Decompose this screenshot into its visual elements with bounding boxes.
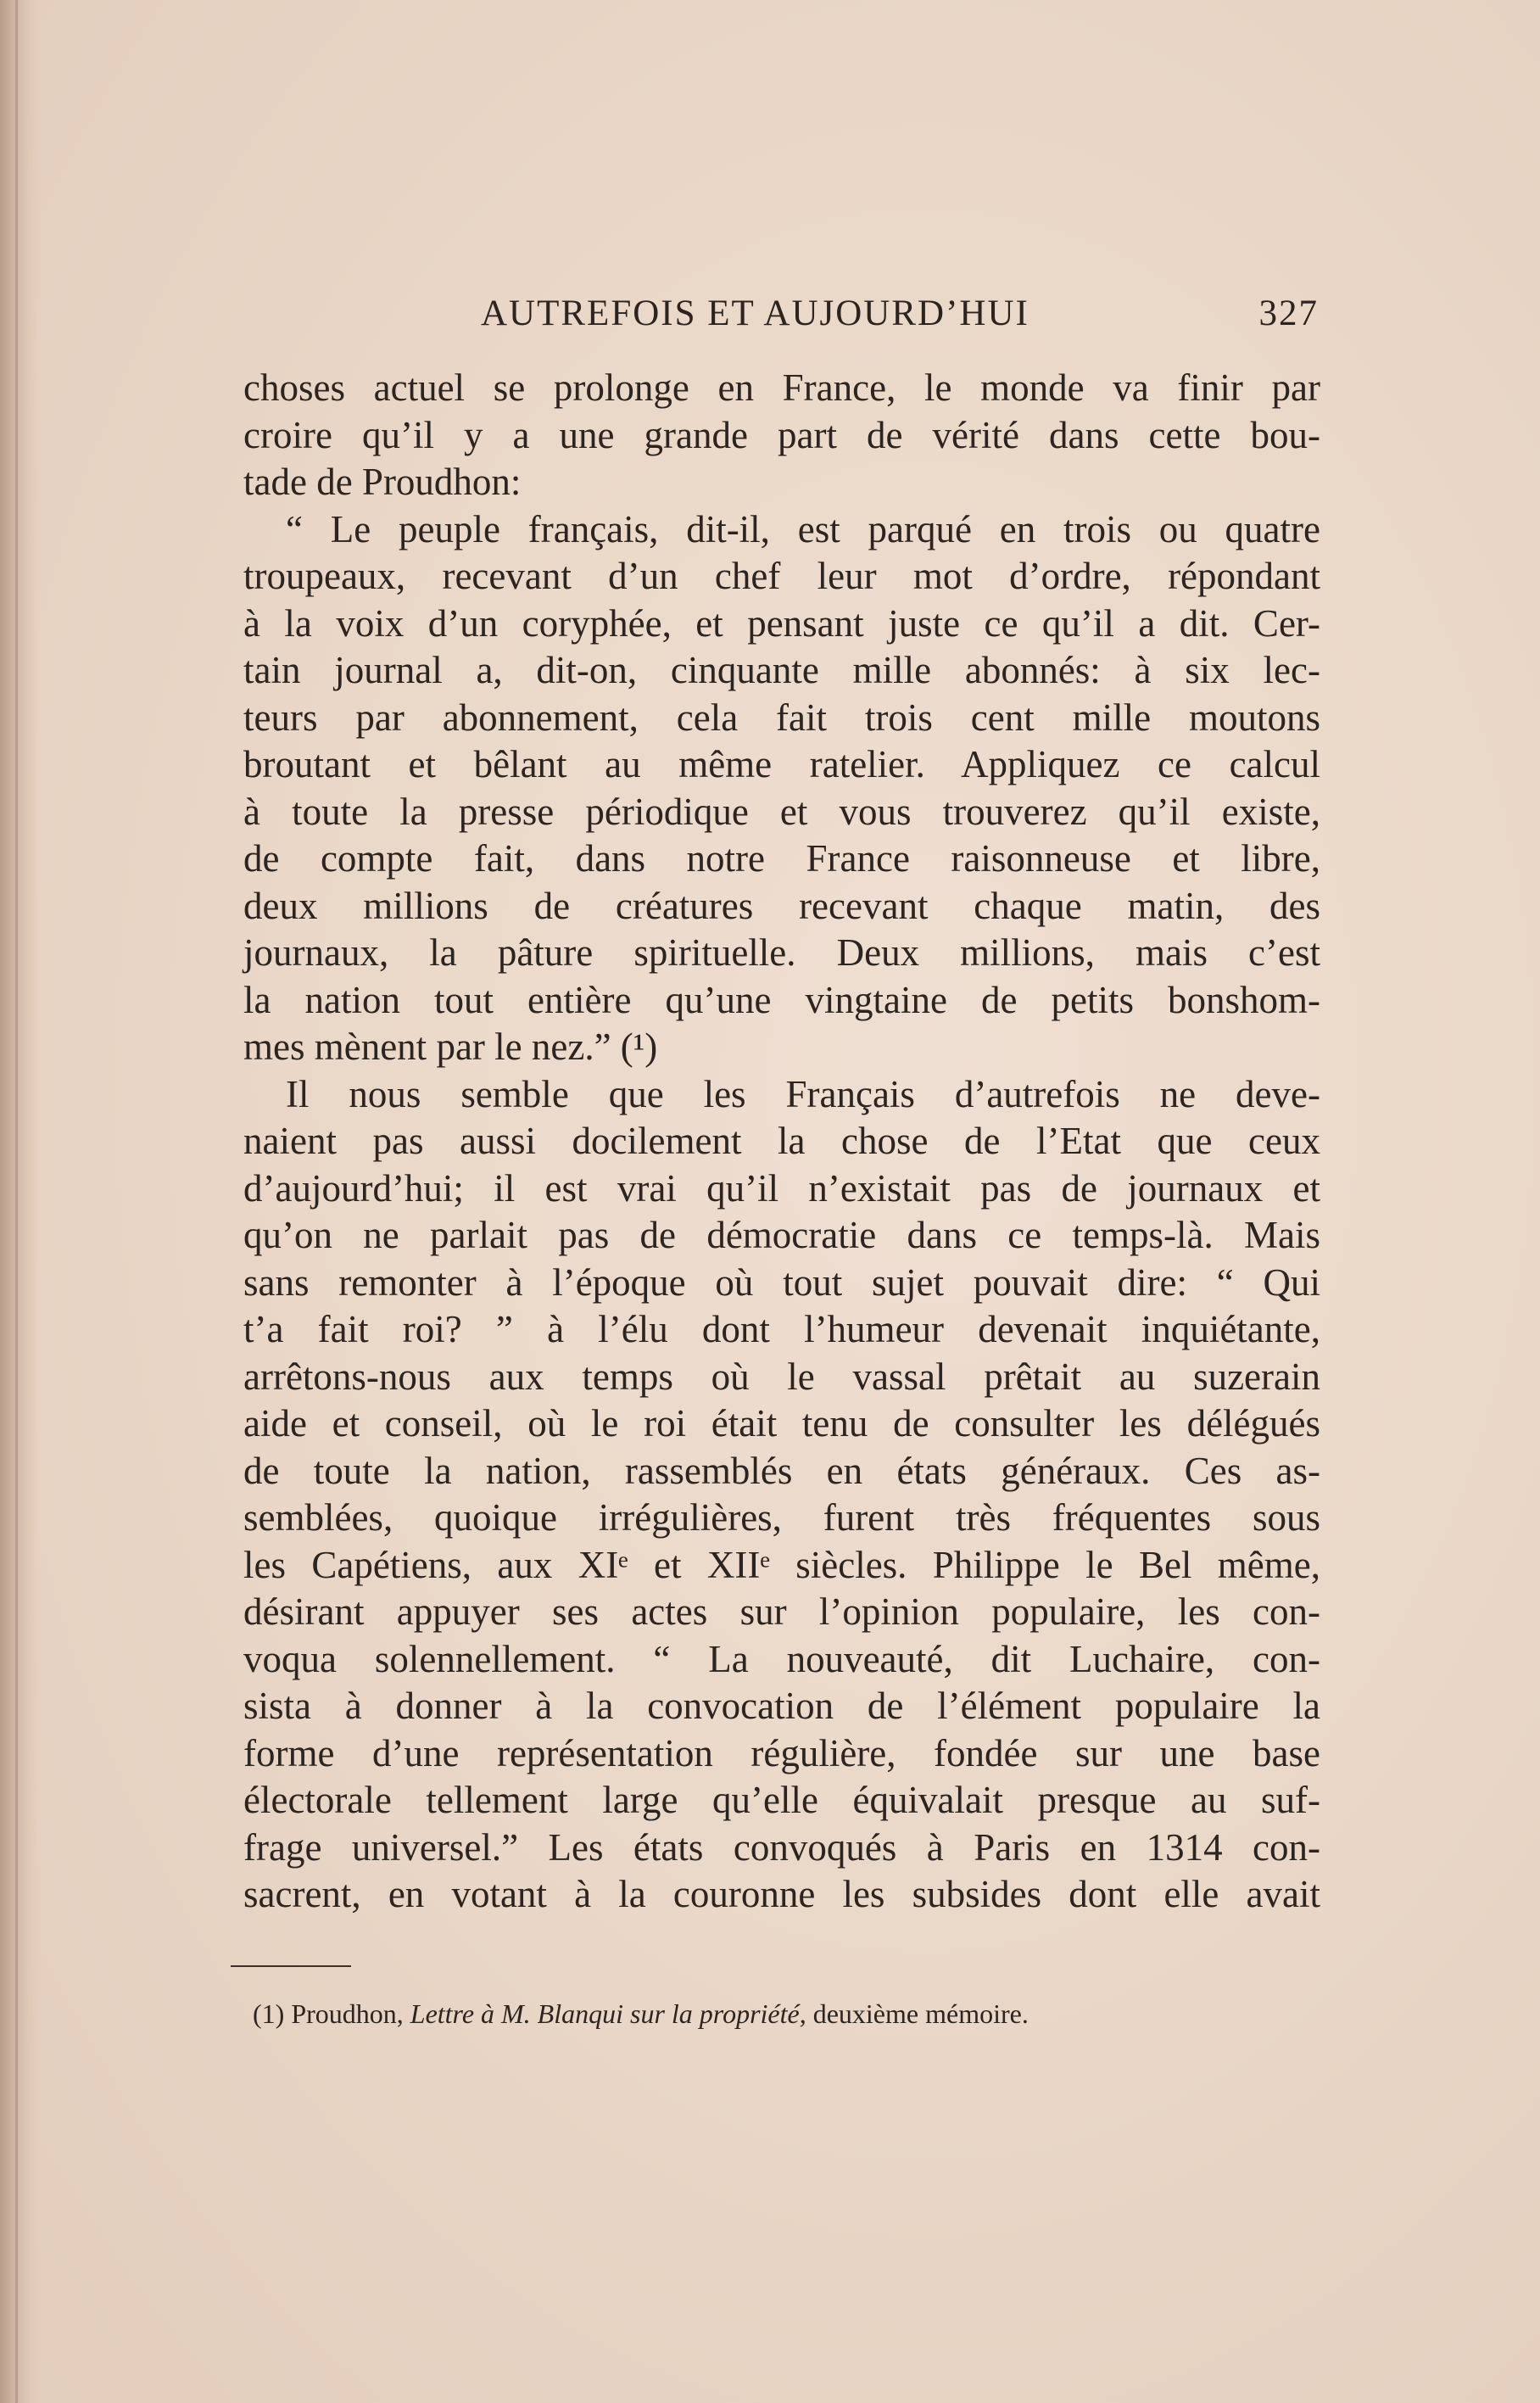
text-line: électorale tellement large qu’elle équivalait presque au suf- [243,1779,1320,1821]
text-line: semblées, quoique irrégulières, furent très fréquentes sous [243,1496,1320,1539]
text-line: broutant et bêlant au même ratelier. Appliquez ce calcul [243,743,1320,785]
text-line: sacrent, en votant à la couronne les subsides dont elle avait [243,1873,1320,1915]
text-line: désirant appuyer ses actes sur l’opinion populaire, les con- [243,1590,1320,1633]
text-line: mes mènent par le nez.” (¹) [243,1025,658,1068]
text-line: naient pas aussi docilement la chose de l’Etat que ceux [243,1120,1320,1162]
gutter-line [15,0,18,2403]
text-line: teurs par abonnement, cela fait trois cent mille moutons [243,696,1320,739]
book-spine-shadow [0,0,39,2403]
footnote-rest: deuxième mémoire. [812,1998,1029,2029]
footnote [253,1995,1321,2032]
text-line: à toute la presse périodique et vous trouverez qu’il existe, [243,790,1320,833]
footnote-author: Proudhon, [291,1998,404,2029]
text-line: sista à donner à la convocation de l’élément populaire la [243,1685,1320,1727]
text-line: aide et conseil, où le roi était tenu de consulter les délégués [243,1402,1320,1445]
running-title: AUTREFOIS ET AUJOURD’HUI [481,293,1029,333]
body-text [243,365,1320,1919]
text-line: Il nous semble que les Français d’autrefois ne deve- [286,1072,1320,1115]
text-line: voqua solennellement. “ La nouveauté, dit Luchaire, con- [243,1637,1320,1680]
text-line: choses actuel se prolonge en France, le monde va finir par [243,366,1320,409]
footnote-work-title: Lettre à M. Blanqui sur la propriété, [410,1998,806,2029]
text-line: de toute la nation, rassemblés en états généraux. Ces as- [243,1449,1320,1492]
text-line: arrêtons-nous aux temps où le vassal prêtait au suzerain [243,1355,1320,1398]
text-line: t’a fait roi? ” à l’élu dont l’humeur devenait inquiétante, [243,1308,1320,1350]
text-line: la nation tout entière qu’une vingtaine de petits bonshom- [243,978,1320,1021]
text-line: journaux, la pâture spirituelle. Deux millions, mais c’est [243,931,1320,974]
text-line: tain journal a, dit-on, cinquante mille abonnés: à six lec- [243,649,1320,691]
text-line: d’aujourd’hui; il est vrai qu’il n’existait pas de journaux et [243,1166,1320,1210]
footnote-marker: (1) [253,1998,285,2029]
text-line: deux millions de créatures recevant chaque matin, des [243,884,1320,927]
text-line: troupeaux, recevant d’un chef leur mot d’ordre, répondant [243,555,1320,597]
running-head [471,293,1319,340]
text-line: de compte fait, dans notre France raisonneuse et libre, [243,837,1320,880]
text-line: les Capétiens, aux XIᵉ et XIIᵉ siècles. Philippe le Bel même, [243,1543,1320,1586]
text-line: à la voix d’un coryphée, et pensant juste ce qu’il a dit. Cer- [243,601,1320,645]
text-line: forme d’une représentation régulière, fondée sur une base [243,1731,1320,1774]
page-number: 327 [1258,293,1319,333]
text-line: sans remonter à l’époque où tout sujet pouvait dire: “ Qui [243,1260,1320,1304]
text-line: qu’on ne parlait pas de démocratie dans ce temps-là. Mais [243,1214,1320,1256]
text-line: “ Le peuple français, dit-il, est parqué en trois ou quatre [286,507,1320,550]
footnote-rule [231,1965,351,1967]
text-line: croire qu’il y a une grande part de vérité dans cette bou- [243,413,1320,456]
text-line: tade de Proudhon: [243,461,522,503]
text-line: frage universel.” Les états convoqués à Paris en 1314 con- [243,1825,1320,1869]
